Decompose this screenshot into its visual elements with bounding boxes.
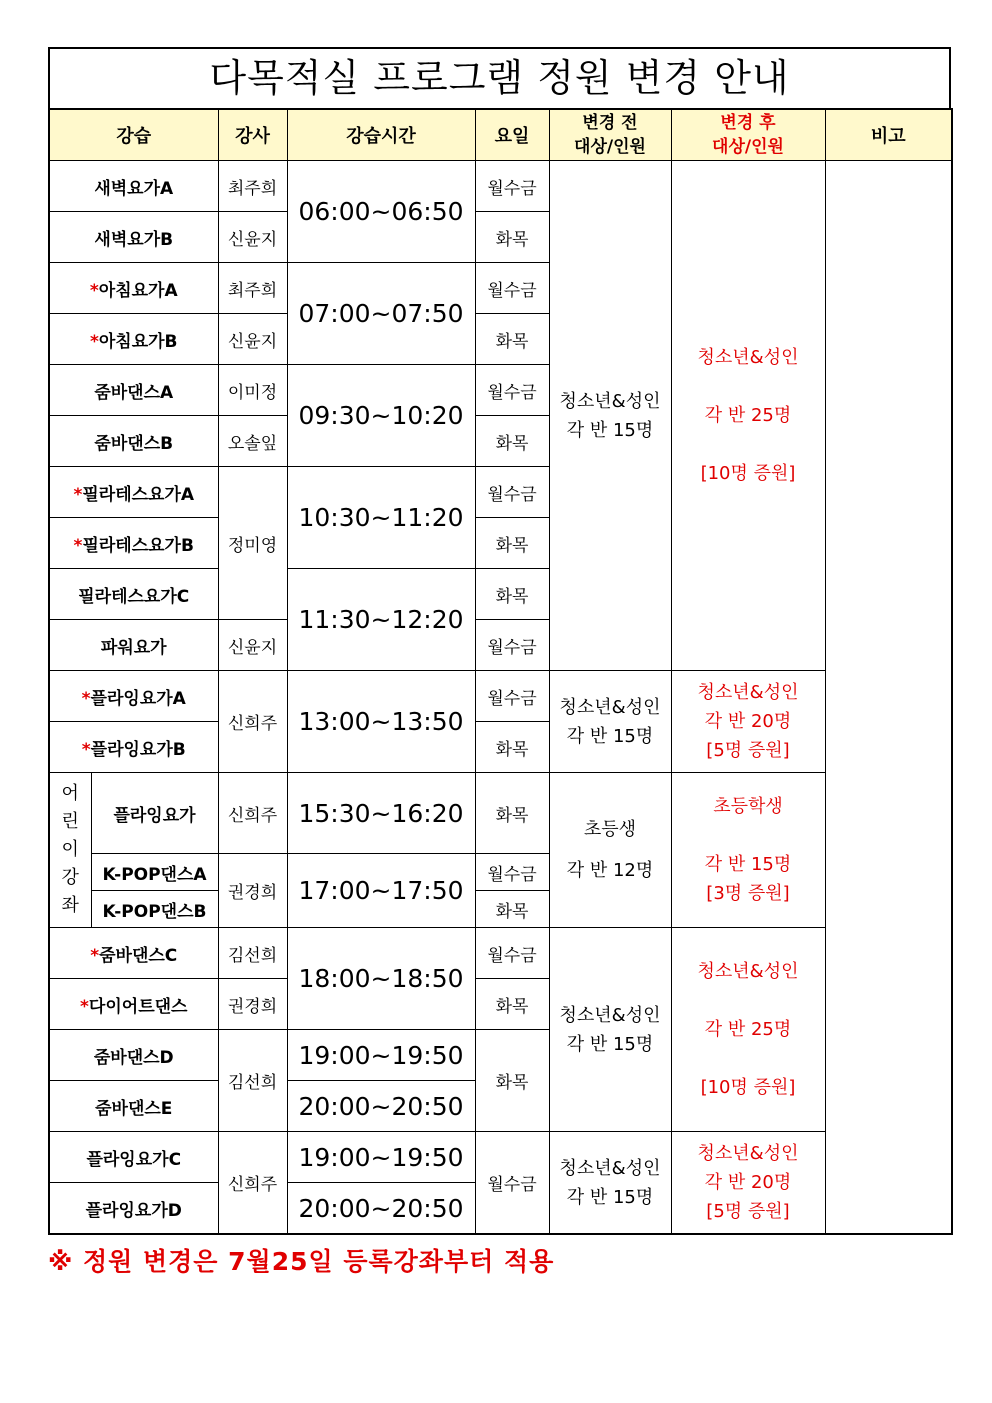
after-increase: [5명 증원] <box>706 740 790 761</box>
instructor-cell: 김선희 <box>218 928 287 979</box>
course-name: *플라잉요가A <box>49 671 218 722</box>
time-cell: 09:30~10:20 <box>287 365 475 467</box>
instructor-cell: 이미정 <box>218 365 287 416</box>
page-title: 다목적실 프로그램 정원 변경 안내 <box>48 47 951 108</box>
course-name: 파워요가 <box>49 620 218 671</box>
header-instructor: 강사 <box>218 109 287 161</box>
instructor-cell: 권경희 <box>218 854 287 928</box>
after-capacity <box>671 671 825 773</box>
time-cell: 18:00~18:50 <box>287 928 475 1030</box>
time-cell: 10:30~11:20 <box>287 467 475 569</box>
after-count: 각 반 25명 <box>704 1019 792 1040</box>
after-target: 청소년&성인 <box>697 347 799 368</box>
day-cell: 월수금 <box>475 467 549 518</box>
notice-sheet <box>48 47 951 1235</box>
course-name: 플라잉요가 <box>91 773 218 854</box>
day-cell: 화목 <box>475 569 549 620</box>
instructor-cell: 최주희 <box>218 161 287 212</box>
before-capacity <box>549 1132 671 1235</box>
day-cell: 월수금 <box>475 620 549 671</box>
day-cell: 월수금 <box>475 365 549 416</box>
course-name: K-POP댄스B <box>91 891 218 928</box>
instructor-cell: 신희주 <box>218 773 287 854</box>
day-cell: 화목 <box>475 773 549 854</box>
after-count: 각 반 25명 <box>704 405 792 426</box>
time-cell: 19:00~19:50 <box>287 1132 475 1183</box>
instructor-cell: 권경희 <box>218 979 287 1030</box>
instructor-cell: 신희주 <box>218 671 287 773</box>
before-capacity <box>549 773 671 928</box>
after-capacity <box>671 928 825 1132</box>
table-row <box>49 671 952 722</box>
course-name: *아침요가B <box>49 314 218 365</box>
instructor-cell: 신윤지 <box>218 620 287 671</box>
header-course: 강습 <box>49 109 218 161</box>
star-mark: * <box>81 688 91 709</box>
after-target: 청소년&성인 <box>697 682 799 703</box>
before-capacity <box>549 928 671 1132</box>
header-before <box>549 109 671 161</box>
after-increase: [3명 증원] <box>706 883 790 904</box>
day-cell: 화목 <box>475 518 549 569</box>
before-target: 청소년&성인 <box>559 696 661 718</box>
after-count: 각 반 20명 <box>704 1172 792 1193</box>
before-count: 각 반 15명 <box>566 1033 654 1055</box>
star-mark: * <box>80 996 89 1017</box>
course-name: 새벽요가A <box>49 161 218 212</box>
time-cell: 15:30~16:20 <box>287 773 475 854</box>
instructor-cell: 신희주 <box>218 1132 287 1235</box>
star-mark: * <box>89 331 99 352</box>
course-name: 줌바댄스B <box>49 416 218 467</box>
day-cell: 월수금 <box>475 263 549 314</box>
after-increase: [10명 증원] <box>700 1077 796 1098</box>
instructor-cell: 최주희 <box>218 263 287 314</box>
after-target: 청소년&성인 <box>697 1143 799 1164</box>
time-cell: 20:00~20:50 <box>287 1081 475 1132</box>
instructor-cell: 오솔잎 <box>218 416 287 467</box>
header-time: 강습시간 <box>287 109 475 161</box>
star-mark: * <box>89 280 99 301</box>
day-cell: 월수금 <box>475 1132 549 1235</box>
course-name: 줌바댄스D <box>49 1030 218 1081</box>
day-cell: 월수금 <box>475 928 549 979</box>
table-row <box>49 161 952 212</box>
after-capacity <box>671 161 825 671</box>
instructor-cell: 김선희 <box>218 1030 287 1132</box>
schedule-table <box>48 108 953 1235</box>
time-cell: 17:00~17:50 <box>287 854 475 928</box>
before-target: 청소년&성인 <box>559 1004 661 1026</box>
note-cell <box>825 161 952 1235</box>
time-cell: 13:00~13:50 <box>287 671 475 773</box>
star-mark: * <box>73 535 83 556</box>
day-cell: 화목 <box>475 891 549 928</box>
before-target: 청소년&성인 <box>559 390 661 412</box>
course-name: 줌바댄스A <box>49 365 218 416</box>
instructor-cell: 신윤지 <box>218 314 287 365</box>
before-count: 각 반 15명 <box>566 419 654 441</box>
before-count: 각 반 12명 <box>566 860 654 881</box>
header-after-line2: 대상/인원 <box>712 137 784 157</box>
before-count: 각 반 15명 <box>566 1186 654 1208</box>
after-target: 초등학생 <box>713 796 783 817</box>
course-name: 플라잉요가D <box>49 1183 218 1235</box>
time-cell: 11:30~12:20 <box>287 569 475 671</box>
header-before-line2: 대상/인원 <box>574 137 646 157</box>
course-name: *아침요가A <box>49 263 218 314</box>
time-cell: 07:00~07:50 <box>287 263 475 365</box>
after-capacity <box>671 1132 825 1235</box>
course-name: 필라테스요가C <box>49 569 218 620</box>
after-capacity <box>671 773 825 928</box>
day-cell: 화목 <box>475 314 549 365</box>
course-name: K-POP댄스A <box>91 854 218 891</box>
header-before-line1: 변경 전 <box>582 113 638 133</box>
time-cell: 20:00~20:50 <box>287 1183 475 1235</box>
kids-section-label: 어 린 이 강 좌 <box>49 773 91 928</box>
course-name: *줌바댄스C <box>49 928 218 979</box>
before-capacity <box>549 161 671 671</box>
day-cell: 화목 <box>475 212 549 263</box>
table-row <box>49 928 952 979</box>
course-name: *플라잉요가B <box>49 722 218 773</box>
day-cell: 화목 <box>475 1030 549 1132</box>
header-day: 요일 <box>475 109 549 161</box>
header-after <box>671 109 825 161</box>
footer-note: ※ 정원 변경은 7월25일 등록강좌부터 적용 <box>48 1247 555 1276</box>
day-cell: 월수금 <box>475 671 549 722</box>
course-name: *다이어트댄스 <box>49 979 218 1030</box>
table-row <box>49 1132 952 1183</box>
day-cell: 화목 <box>475 722 549 773</box>
time-cell: 19:00~19:50 <box>287 1030 475 1081</box>
star-mark: * <box>81 739 91 760</box>
header-row <box>49 109 952 161</box>
before-target: 초등생 <box>583 819 637 840</box>
before-count: 각 반 15명 <box>566 725 654 747</box>
after-increase: [10명 증원] <box>700 463 796 484</box>
day-cell: 월수금 <box>475 161 549 212</box>
time-cell: 06:00~06:50 <box>287 161 475 263</box>
before-capacity <box>549 671 671 773</box>
after-target: 청소년&성인 <box>697 961 799 982</box>
instructor-cell: 신윤지 <box>218 212 287 263</box>
after-increase: [5명 증원] <box>706 1201 790 1222</box>
star-mark: * <box>90 945 100 966</box>
header-note: 비고 <box>825 109 952 161</box>
after-count: 각 반 15명 <box>704 854 792 875</box>
course-name: 새벽요가B <box>49 212 218 263</box>
course-name: 플라잉요가C <box>49 1132 218 1183</box>
star-mark: * <box>73 484 83 505</box>
header-after-line1: 변경 후 <box>720 113 776 133</box>
instructor-cell: 정미영 <box>218 467 287 620</box>
day-cell: 화목 <box>475 416 549 467</box>
course-name: *필라테스요가A <box>49 467 218 518</box>
day-cell: 월수금 <box>475 854 549 891</box>
course-name: *필라테스요가B <box>49 518 218 569</box>
day-cell: 화목 <box>475 979 549 1030</box>
before-target: 청소년&성인 <box>559 1157 661 1179</box>
table-row <box>49 773 952 854</box>
course-name: 줌바댄스E <box>49 1081 218 1132</box>
after-count: 각 반 20명 <box>704 711 792 732</box>
